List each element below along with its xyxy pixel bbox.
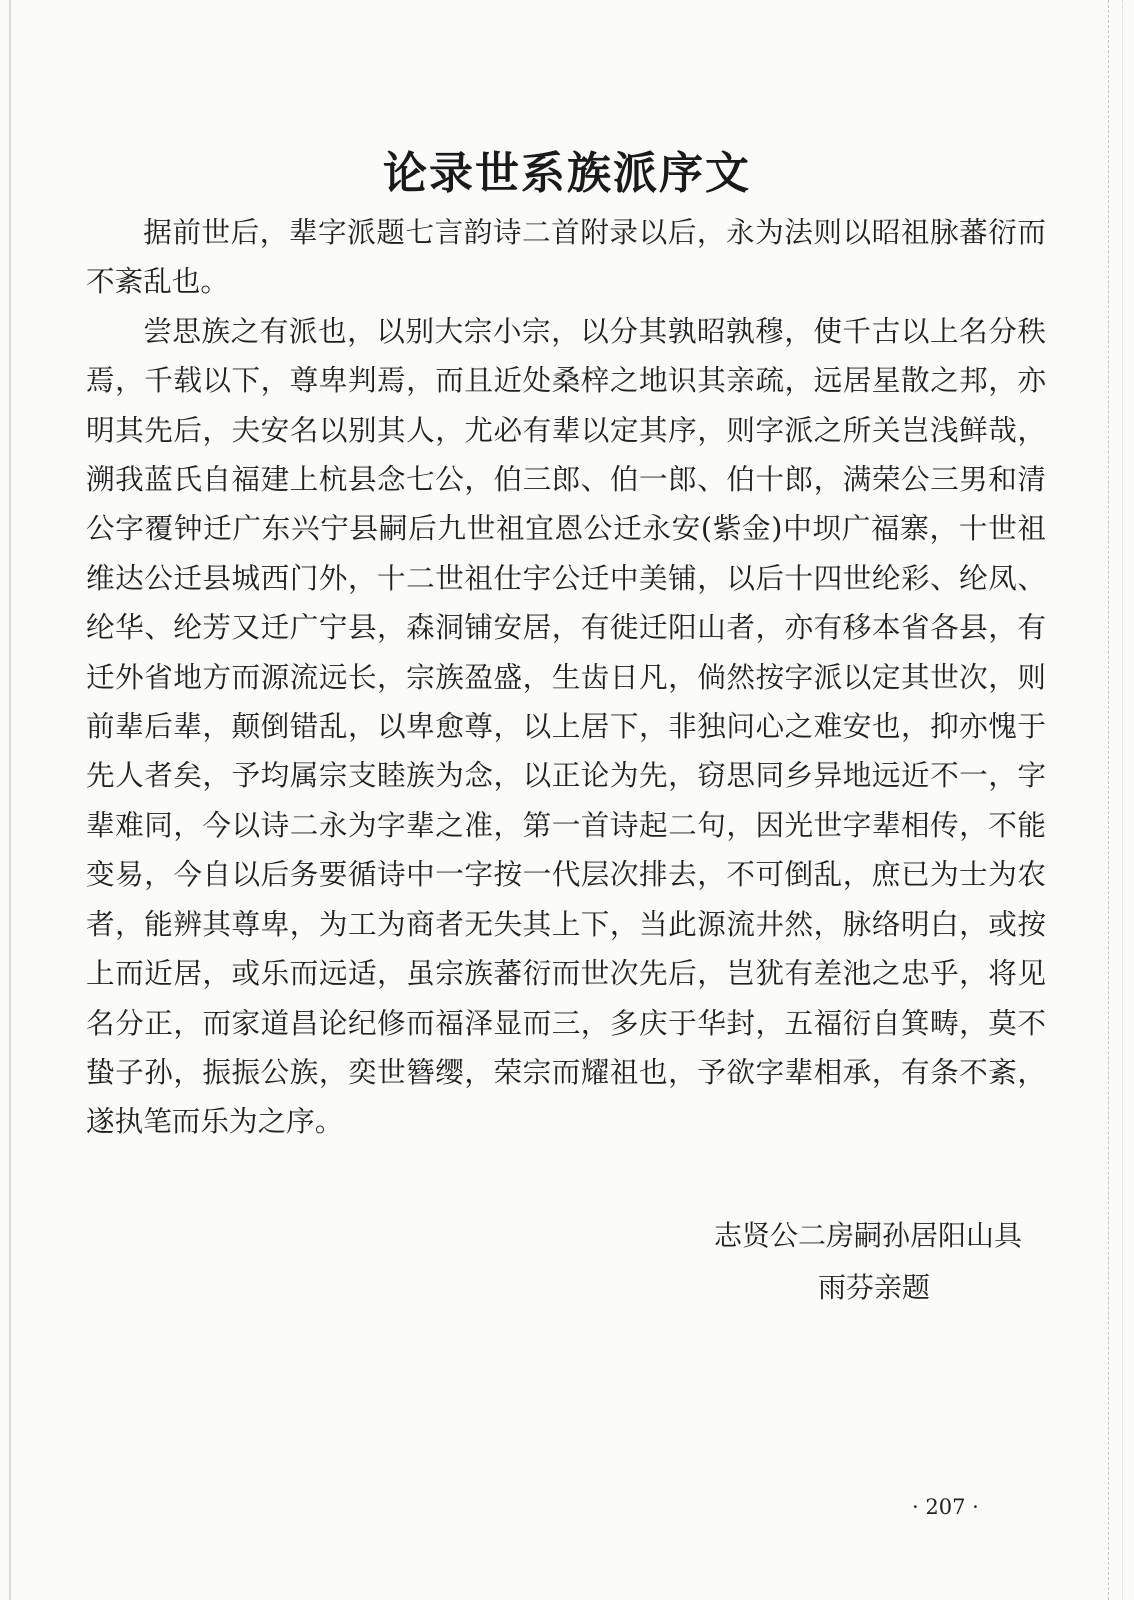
paragraph-2: 尝思族之有派也，以别大宗小宗，以分其孰昭孰穆，使千古以上名分秩焉，千载以下，尊卑判焉，而且近处桑梓之地识其亲疏，远居星散之邦，亦明其先后，夫安名以别其人，尤必有辈以定其序，则字派之所关岂浅鲜哉，溯我蓝氏自福建上杭县念七公，伯三郎、伯一郎、伯十郎，满荣公三男和清公字覆钟迁广东兴宁县嗣后九世祖宜恩公迁永安(紫金)中坝广福寨，十世祖维达公迁县城西门外，十二世祖仕宇公迁中美铺，以后十四世纶彩、纶凤、纶华、纶芳又迁广宁县，森洞铺安居，有徙迁阳山者，亦有移本省各县，有迁外省地方而源流远长，宗族盈盛，生齿日凡，倘然按字派以定其世次，则前辈后辈，颠倒错乱，以卑愈尊，以上居下，非独问心之难安也，抑亦愧于先人者矣，予均属宗支睦族为念，以正论为先，窃思同乡异地远近不一，字辈难同，今以诗二永为字辈之准，第一首诗起二句，因光世字辈相传，不能变易，今自以后务要循诗中一字按一代层次排去，不可倒乱，庶已为士为农者，能辨其尊卑，为工为商者无失其上下，当此源流井然，脉络明白，或按上而近居，或乐而远适，虽宗族蕃衍而世次先后，岂犹有差池之忠乎，将见名分正，而家道昌论纪修而福泽显而三，多庆于华封，五福衍自箕畴，莫不蛰子孙，振振公族，奕世簪缨，荣宗而耀祖也，予欲字辈相承，有条不紊，遂执笔而乐为之序。 — [86, 313, 1046, 1139]
scan-edge-right — [1108, 0, 1109, 1600]
paragraph-1: 据前世后，辈字派题七言韵诗二首附录以后，永为法则以昭祖脉蕃衍而不紊乱也。 — [86, 215, 1046, 299]
signature-line-author: 志贤公二房嗣孙居阳山具 — [713, 1219, 1022, 1252]
page-number: · 207 · — [912, 1495, 979, 1519]
page-title: 论录世系族派序文 — [383, 148, 751, 200]
scan-edge-right-outer — [1122, 0, 1123, 1600]
signature-block — [714, 1210, 1022, 1314]
scan-edge-left — [9, 0, 11, 1600]
signature-line-inscription: 雨芬亲题 — [817, 1271, 930, 1304]
document-body — [86, 208, 1046, 1147]
